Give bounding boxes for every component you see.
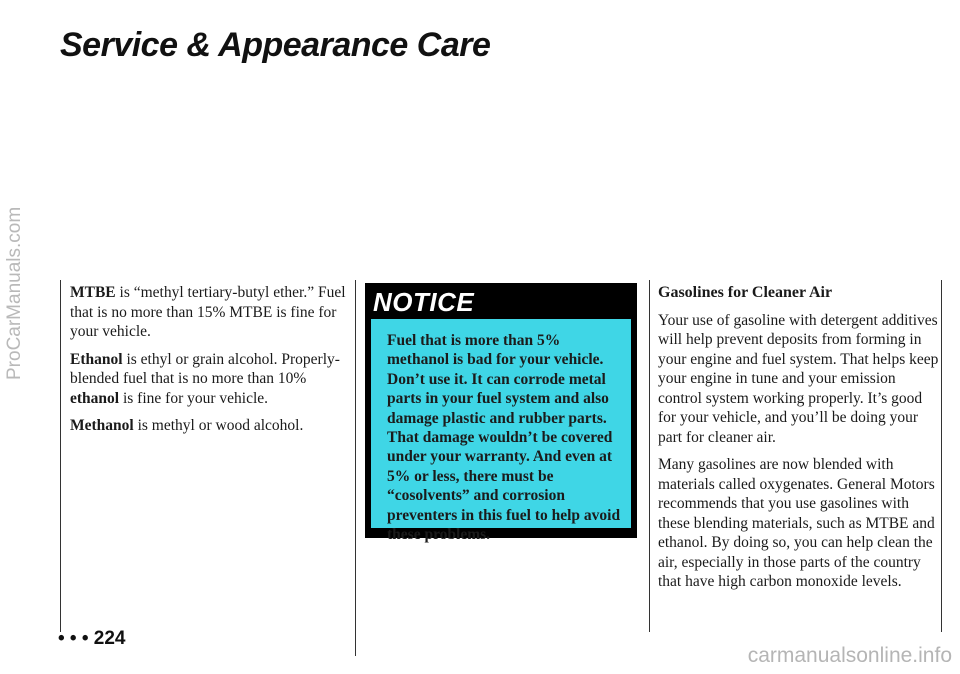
side-watermark: ProCarManuals.com — [4, 206, 25, 380]
ethanol-paragraph — [70, 350, 355, 409]
page-number: • • • 224 — [58, 628, 126, 649]
left-column — [70, 283, 355, 444]
page-title: Service & Appearance Care — [60, 26, 491, 64]
methanol-paragraph — [70, 416, 355, 436]
detergent-paragraph: Your use of gasoline with detergent additives will help prevent deposits from forming in your engine and fuel system. That helps keep your engine in tune and your emission control system working properly. It’s good for your vehicle, and you’ll be doing your part for cleaner air. — [658, 311, 939, 446]
notice-box — [365, 283, 637, 544]
right-margin-rule — [941, 280, 942, 632]
mtbe-term: MTBE — [70, 284, 116, 301]
footer-watermark: carmanualsonline.info — [747, 644, 952, 667]
ethanol-term-inline: ethanol — [70, 389, 120, 407]
right-column — [658, 283, 940, 600]
ethanol-text-end: is fine for your vehicle. — [119, 389, 269, 407]
left-margin-rule — [60, 280, 61, 632]
center-rule — [355, 280, 356, 656]
notice-text-end: is bad for your vehicle. Don’t use it. It can corrode metal parts in your fuel system and also damage plastic and rubber parts. That damage wouldn’t be covered under your warranty. And even at 5% or less, there must be “cosolvents” and corrosion preventers in this fuel to help avoid these problems. — [387, 351, 621, 544]
mtbe-paragraph — [70, 283, 355, 342]
oxygenates-paragraph: Many gasolines are now blended with materials called oxygenates. General Motors recommends that you use gasolines with these blending materials, such as MTBE and ethanol. By doing so, you can help clean the air, especially in those parts of the country that have high carbon monoxide levels. — [658, 456, 935, 590]
ethanol-text: is ethyl or grain alcohol. Properly-blended fuel that is no more than 10% — [70, 350, 340, 387]
notice-title: NOTICE — [373, 287, 475, 317]
notice-methanol-term: methanol — [387, 351, 449, 369]
right-column-rule — [649, 280, 650, 632]
mtbe-text: is “methyl tertiary-butyl ether.” Fuel that is no more than 15% MTBE is fine for your vehicle. — [70, 284, 346, 340]
section-heading: Gasolines for Cleaner Air — [658, 284, 833, 301]
methanol-term: Methanol — [70, 417, 134, 434]
notice-body — [371, 319, 631, 544]
methanol-text: is methyl or wood alcohol. — [133, 417, 304, 434]
notice-text: Fuel that is more than 5% — [387, 332, 561, 349]
ethanol-term: Ethanol — [70, 350, 123, 368]
